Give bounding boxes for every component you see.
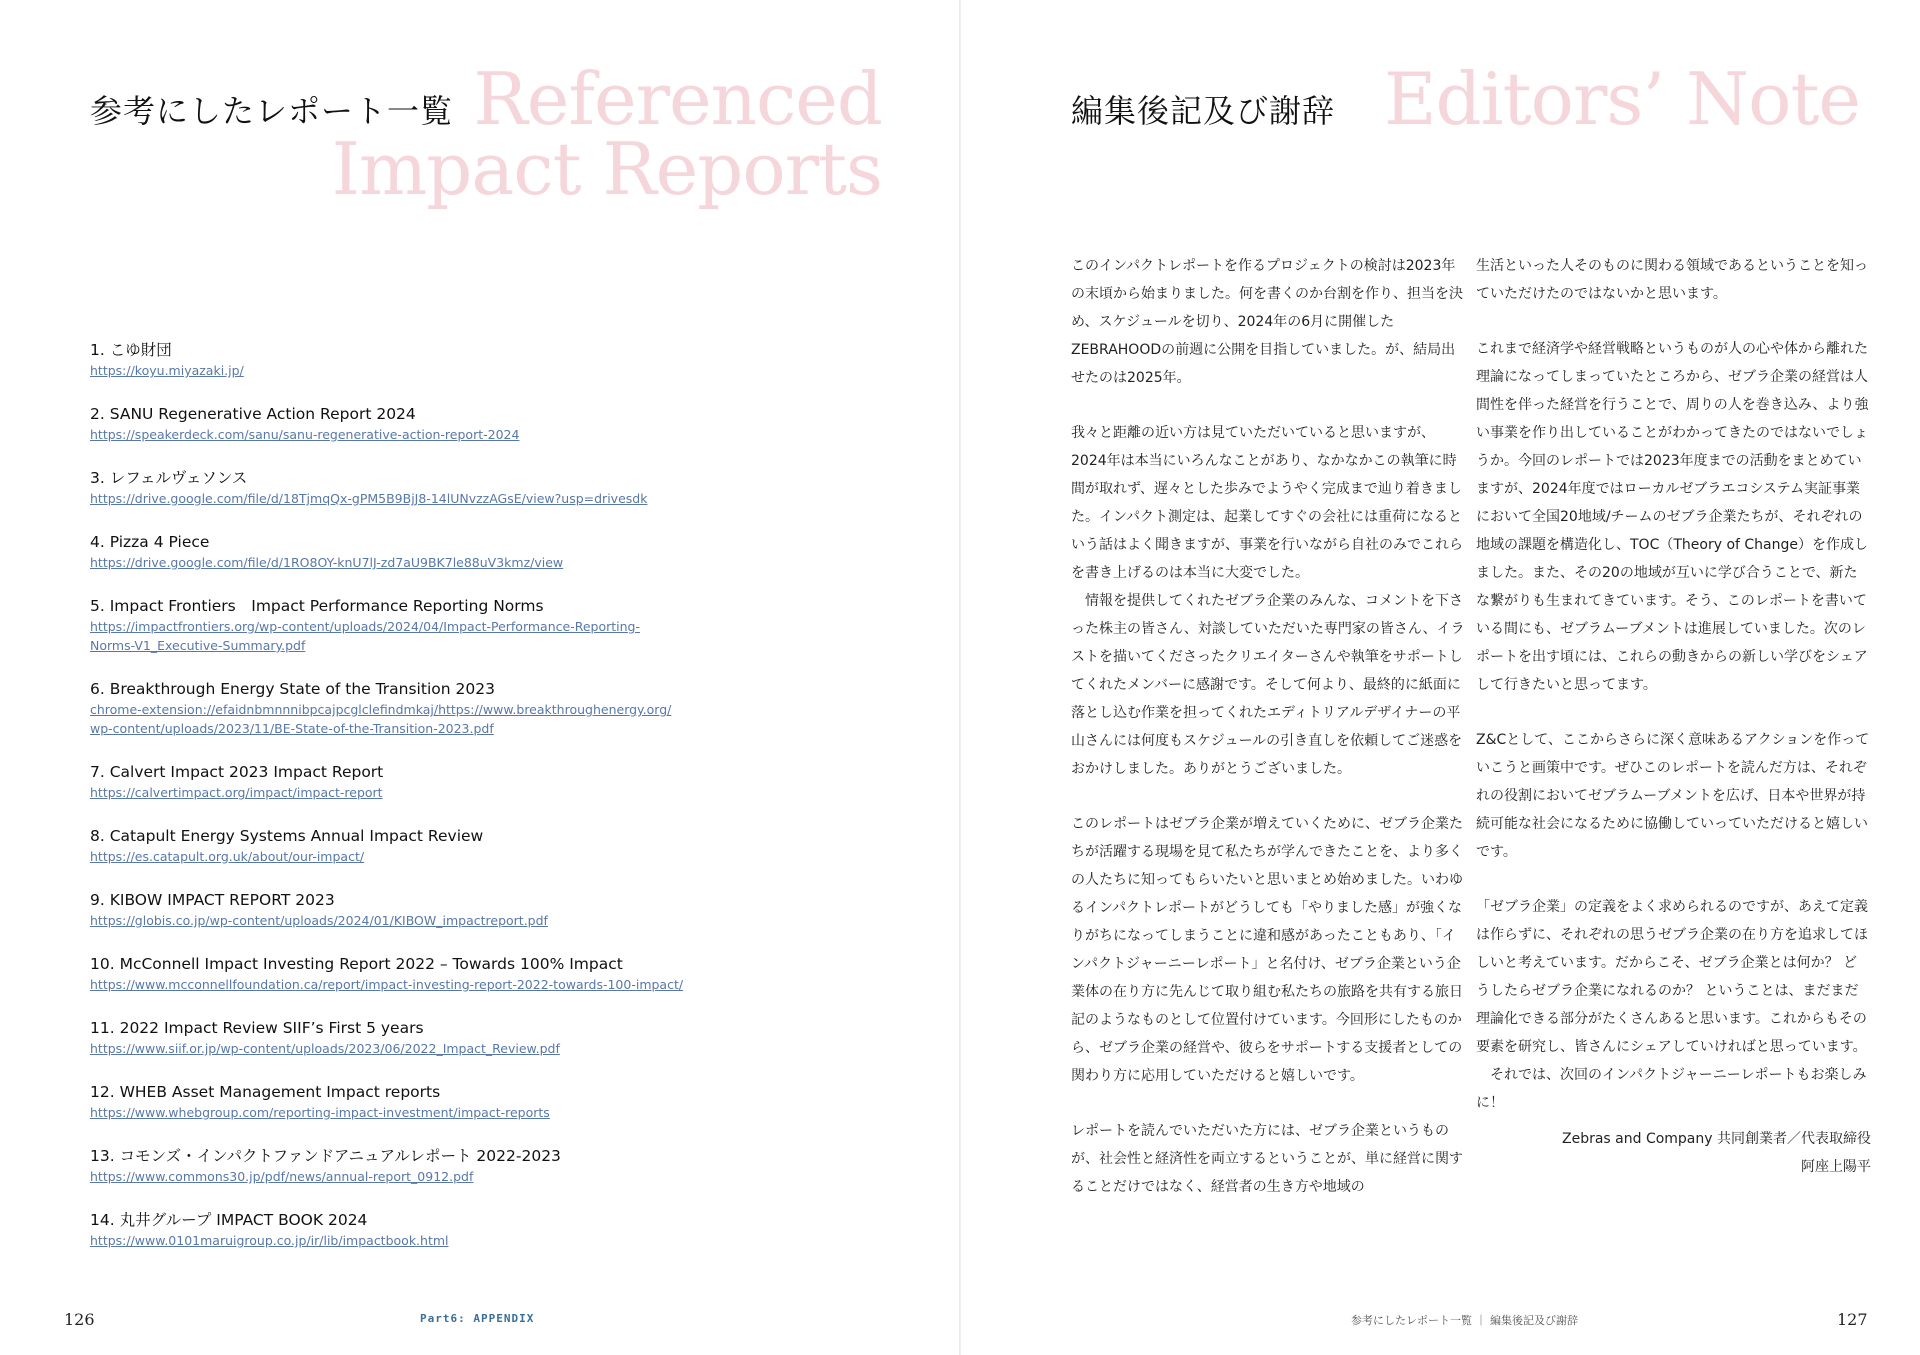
reference-item	[90, 890, 750, 929]
reference-item	[90, 1210, 750, 1249]
reference-link[interactable]: https://www.siif.or.jp/wp-content/uploads/2023/06/2022_Impact_Review.pdf	[90, 1041, 560, 1056]
page-title-jp: 参考にしたレポート一覧	[90, 92, 454, 130]
reference-link[interactable]: https://www.0101maruigroup.co.jp/ir/lib/impactbook.html	[90, 1233, 449, 1248]
reference-title: 7. Calvert Impact 2023 Impact Report	[90, 763, 384, 781]
left-page	[0, 0, 959, 1355]
note-paragraph: Z&Cとして、ここからさらに深く意味あるアクションを作っていこうと画策中です。ぜひこのレポートを読んだ方は、それぞれの役割においてゼブラムーブメントを広げ、日本や世界が持続可能な社会になるために協働していっていただけると嬉しいです。	[1476, 732, 1870, 860]
reference-link[interactable]: https://es.catapult.org.uk/about/our-impact/	[90, 849, 365, 864]
note-column-2	[1476, 252, 1871, 1181]
note-paragraph: 我々と距離の近い方は見ていただいていると思いますが、2024年は本当にいろんなことがあり、なかなかこの執筆に時間が取れず、遅々とした歩みでようやく完成まで辿り着きました。インパクト測定は、起業してすぐの会社には重荷になるという話はよく聞きますが、事業を行いながら自社のみでこれらを書き上げるのは本当に大変でした。	[1071, 425, 1463, 581]
reference-link[interactable]: https://drive.google.com/file/d/1RO8OY-knU7lJ-zd7aU9BK7le88uV3kmz/view	[90, 555, 564, 570]
reference-item	[90, 954, 750, 993]
page-number: 126	[64, 1310, 95, 1329]
reference-link[interactable]: https://impactfrontiers.org/wp-content/uploads/2024/04/Impact-Performance-Reporting-	[90, 619, 640, 634]
note-paragraph: このレポートはゼブラ企業が増えていくために、ゼブラ企業たちが活躍する現場を見て私たちが学んできたことを、より多くの人たちに知ってもらいたいと思いまとめ始めました。いわゆるインパクトレポートがどうしても「やりました感」が強くなりがちになってしまうことに違和感があったこともあり、「インパクトジャーニーレポート」と名付け、ゼブラ企業という企業体の在り方に先んじて取り組む私たちの旅路を共有する旅日記のようなものとして位置付けています。今回形にしたものから、ゼブラ企業の経営や、彼らをサポートする支援者としての関わり方に応用していただけると嬉しいです。	[1071, 816, 1463, 1084]
reference-title: 11. 2022 Impact Review SIIF’s First 5 years	[90, 1019, 424, 1037]
note-column-1	[1071, 252, 1466, 1228]
note-paragraph: 生活といった人そのものに関わる領域であるということを知っていただけたのではないかと思います。	[1476, 258, 1868, 302]
reference-title: 2. SANU Regenerative Action Report 2024	[90, 405, 416, 423]
reference-item	[90, 679, 750, 737]
reference-link[interactable]: https://www.commons30.jp/pdf/news/annual-report_0912.pdf	[90, 1169, 474, 1184]
page-title-en	[331, 57, 882, 211]
title-en-line2: Impact Reports	[331, 127, 882, 211]
signature-line2: 阿座上陽平	[1801, 1159, 1871, 1175]
reference-link[interactable]: https://speakerdeck.com/sanu/sanu-regenerative-action-report-2024	[90, 427, 520, 442]
signature	[1476, 1125, 1871, 1181]
reference-link[interactable]: wp-content/uploads/2023/11/BE-State-of-the-Transition-2023.pdf	[90, 721, 494, 736]
reference-title: 14. 丸井グループ IMPACT BOOK 2024	[90, 1211, 368, 1229]
reference-link[interactable]: https://drive.google.com/file/d/18TjmqQx-gPM5B9BjJ8-14lUNvzzAGsE/view?usp=drivesdk	[90, 491, 648, 506]
reference-link[interactable]: https://calvertimpact.org/impact/impact-report	[90, 785, 383, 800]
signature-line1: Zebras and Company 共同創業者／代表取締役	[1561, 1131, 1871, 1147]
note-paragraph: レポートを読んでいただいた方には、ゼブラ企業というものが、社会性と経済性を両立するということが、単に経営に関することだけではなく、経営者の生き方や地域の	[1071, 1123, 1463, 1195]
reference-link[interactable]: https://globis.co.jp/wp-content/uploads/2024/01/KIBOW_impactreport.pdf	[90, 913, 548, 928]
reference-title: 10. McConnell Impact Investing Report 2022 – Towards 100% Impact	[90, 955, 623, 973]
reference-title: 3. レフェルヴェソンス	[90, 469, 248, 487]
reference-item	[90, 826, 750, 865]
reference-link[interactable]: Norms-V1_Executive-Summary.pdf	[90, 638, 306, 653]
title-en-line1: Referenced	[473, 57, 882, 141]
reference-list	[90, 340, 750, 1274]
section-label: Part6: APPENDIX	[420, 1312, 535, 1325]
reference-item	[90, 596, 750, 654]
note-paragraph: 情報を提供してくれたゼブラ企業のみんな、コメントを下さった株主の皆さん、対談していただいた専門家の皆さん、イラストを描いてくださったクリエイターさんや執筆をサポートしてくれたメンバーに感謝です。そして何より、最終的に紙面に落とし込む作業を担ってくれたエディトリアルデザイナーの平山さんには何度もスケジュールの引き直しを依頼してご迷惑をおかけしました。ありがとうございました。	[1071, 593, 1465, 777]
reference-title: 8. Catapult Energy Systems Annual Impact Review	[90, 827, 484, 845]
reference-item	[90, 468, 750, 507]
reference-link[interactable]: chrome-extension://efaidnbmnnnibpcajpcglclefindmkaj/https://www.breakthroughenergy.org/	[90, 702, 672, 717]
reference-link[interactable]: https://www.mcconnellfoundation.ca/report/impact-investing-report-2022-towards-100-impact/	[90, 977, 684, 992]
reference-link[interactable]: https://koyu.miyazaki.jp/	[90, 363, 244, 378]
note-paragraph: これまで経済学や経営戦略というものが人の心や体から離れた理論になってしまっていたところから、ゼブラ企業の経営は人間性を伴った経営を行うことで、周りの人を巻き込み、より強い事業を作り出していることがわかってきたのではないでしょうか。今回のレポートでは2023年度までの活動をまとめていますが、2024年度ではローカルゼブラエコシステム実証事業において全国20地域/チームのゼブラ企業たちが、それぞれの地域の課題を構造化し、TOC（Theory of Change）を作成しました。また、その20の地域が互いに学び合うことで、新たな繋がりも生まれてきています。そう、このレポートを書いている間にも、ゼブラムーブメントは進展していました。次のレポートを出す頃には、これらの動きからの新しい学びをシェアして行きたいと思ってます。	[1476, 341, 1869, 693]
reference-item	[90, 340, 750, 379]
reference-item	[90, 1018, 750, 1057]
page-number: 127	[1837, 1310, 1868, 1329]
right-page	[961, 0, 1920, 1355]
reference-title: 13. コモンズ・インパクトファンドアニュアルレポート 2022-2023	[90, 1147, 561, 1165]
reference-link[interactable]: https://www.whebgroup.com/reporting-impact-investment/impact-reports	[90, 1105, 550, 1120]
page-title-jp: 編集後記及び謝辞	[1071, 92, 1336, 130]
reference-item	[90, 1146, 750, 1185]
note-paragraph: 「ゼブラ企業」の定義をよく求められるのですが、あえて定義は作らずに、それぞれの思うゼブラ企業の在り方を追求してほしいと考えています。だからこそ、ゼブラ企業とは何か？ どうしたらゼブラ企業になれるのか？ ということは、まだまだ理論化できる部分がたくさんあると思います。これからもその要素を研究し、皆さんにシェアしていければと思っています。	[1476, 899, 1868, 1055]
reference-title: 5. Impact Frontiers Impact Performance Reporting Norms	[90, 597, 544, 615]
reference-title: 4. Pizza 4 Piece	[90, 533, 210, 551]
reference-item	[90, 532, 750, 571]
reference-item	[90, 762, 750, 801]
reference-title: 9. KIBOW IMPACT REPORT 2023	[90, 891, 335, 909]
note-paragraph: それでは、次回のインパクトジャーニーレポートもお楽しみに！	[1476, 1067, 1867, 1111]
reference-item	[90, 404, 750, 443]
note-paragraph: このインパクトレポートを作るプロジェクトの検討は2023年の末頃から始まりました。何を書くのか台割を作り、担当を決め、スケジュールを切り、2024年の6月に開催したZEBRAHOODの前週に公開を目指していました。が、結局出せたのは2025年。	[1071, 258, 1463, 386]
running-head: 参考にしたレポート一覧 ｜ 編集後記及び謝辞	[1351, 1314, 1578, 1327]
reference-title: 6. Breakthrough Energy State of the Transition 2023	[90, 680, 495, 698]
reference-title: 1. こゆ財団	[90, 341, 172, 359]
reference-item	[90, 1082, 750, 1121]
page-title-en: Editors’ Note	[1384, 57, 1860, 141]
reference-title: 12. WHEB Asset Management Impact reports	[90, 1083, 441, 1101]
